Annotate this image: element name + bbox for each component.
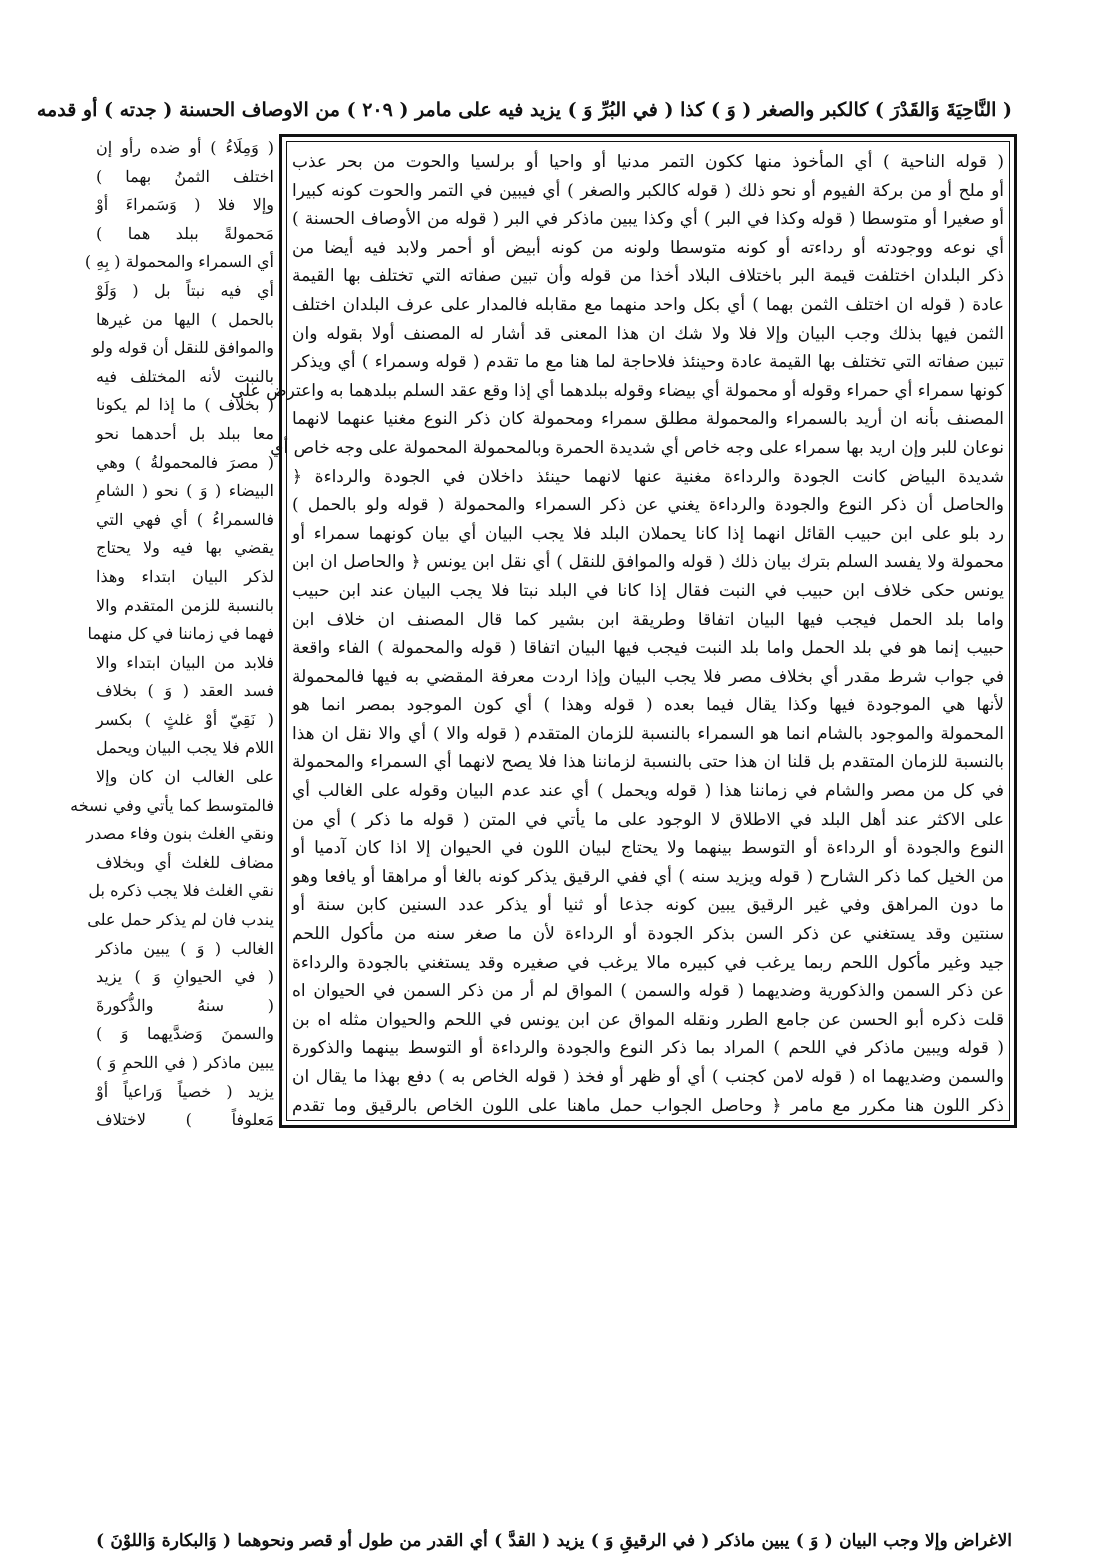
- commentary-line: شديدة البياض كانت الجودة والرداءة مغنية عنها لانهما حينئذ داخلان في الجودة والرداءة ﴿: [292, 466, 1004, 487]
- matn-side-line: ( بخلاف ) ما إذا لم يكونا: [96, 395, 274, 415]
- matn-side-line: ( مصرَ فالمحمولةُ ) وهي: [96, 452, 274, 472]
- matn-side-line: ( وَمِلَاءُ ) أو ضده رأو إن: [96, 138, 274, 157]
- commentary-line: ( قوله ويبين ماذكر في اللحم ) المراد بما ذكر النوع والجودة والرداءة أو التوسط بينهما والذكورة: [292, 1038, 1004, 1059]
- commentary-line: أو ملح أو من بركة الفيوم أو نحو ذلك ( قوله كالكبر والصغر ) أي فيبين في التمر والحوت كونه كبيرا: [292, 180, 1004, 201]
- commentary-line: قلت ذكره أبو الحسن عن جامع الطرر ونقله المواق عن ابن يونس في اللحم والحيوان مثله اه بن: [292, 1009, 1004, 1030]
- commentary-line: والحاصل أن ذكر النوع والجودة والرداءة يغني عن ذكر السمراء والمحمولة ( قوله ولو بالحمل ): [292, 495, 1004, 516]
- commentary-line: ذكر اللون هنا مكرر مع مامر ﴿ وحاصل الجواب حمل ماهنا على اللون الخاص بالرقيق وما تقدم: [292, 1095, 1004, 1116]
- commentary-line: الثمن فيها بذلك وجب البيان وإلا فلا ولا شك ان هذا المعنى قد أشار له المصنف أولا بقوله وان: [292, 323, 1004, 344]
- commentary-line: سنتين وقد يستغني عن ذكر السن بذكر الجودة أو الرداءة لأن ما صغر سنه من مأكول اللحم: [292, 924, 1004, 945]
- commentary-line: تبين صفاته التي تختلف بها القيمة عادة وحينئذ فلاحاجة لما هنا مع ما تقدم ( قوله وسمراء ) أي ويذكر: [292, 352, 1004, 373]
- commentary-line: المصنف بأنه ان أريد بالسمراء والمحمولة مطلق سمراء ومحمولة كان ذكر النوع مغنيا عنهما لانهما: [292, 409, 1004, 430]
- matn-side-line: معا ببلد بل أحدهما نحو: [96, 423, 274, 443]
- matn-side-line: فالسمراءُ ) أي فهي التي: [96, 509, 274, 529]
- matn-side-line: والسمنَ وَضدَّيهما وَ ): [96, 1024, 274, 1044]
- matn-side-line: أي السمراء والمحمولة ( بِهِ ): [84, 252, 274, 272]
- matn-side-line: مَعلوفاً ) لاختلاف: [96, 1110, 274, 1130]
- matn-side-line: ( نَقِيّ أوْ غلثٍ ) بكسر: [96, 709, 274, 729]
- commentary-block: [230, 148, 1004, 1120]
- matn-side-line: والموافق للنقل أن قوله ولو: [92, 338, 274, 358]
- commentary-line: كونها سمراء أي حمراء وقوله أو محمولة أي بيضاء وقوله ببلدهما أي إذا وقع عقد السلم ببلدهما به واعترض على: [230, 380, 1004, 401]
- matn-side-line: فسد العقد ( وَ ) بخلاف: [96, 681, 274, 701]
- commentary-line: النوع والجودة أو الرداءة أو التوسط بينهما ولا يحتاج لبيان اللون في الحيوان إلا اذا كان آدميا أو: [292, 838, 1004, 859]
- commentary-line: يونس حكى خلاف ابن حبيب في النبت فقال إذا كانا في البلد نبتا فلا يجب البيان عند ابن حبيب: [292, 580, 1004, 601]
- matn-side-line: ونقي الغلث بنون وفاء مصدر: [86, 824, 274, 844]
- commentary-line: على الاكثر عند أهل البلد في الاطلاق لا الوجود على ما يأتي في المتن ( قوله ما ذكر ) أي من: [292, 809, 1004, 830]
- commentary-line: نوعان للبر وإن اريد بها سمراء على وجه خاص أي شديدة الحمرة وبالمحمولة المحمولة على وجه خاص أي: [270, 437, 1004, 458]
- matn-side-line: بالنسبة للزمن المتقدم والا: [96, 595, 274, 615]
- commentary-line: واما بلد الحمل فيجب فيها البيان اتفاقا وطريقة ابن بشير كما قال المصنف ان خلاف ابن: [292, 609, 1004, 630]
- matn-side-line: فهما في زماننا في كل منهما: [87, 624, 274, 644]
- matn-side-line: بالنبت لأنه المختلف فيه: [96, 366, 274, 386]
- commentary-line: والسمن وضديهما اه ( قوله لامن كجنب ) أي أو ظهر أو فخذ ( قوله الخاص به ) دفع بهذا ما يقال ان: [292, 1067, 1004, 1087]
- matn-side-line: اختلف الثمنُ بهما ): [96, 166, 274, 186]
- matn-footer-line: الاغراض وإلا وجب البيان ( وَ ) يبين ماذكر ( في الرقيقِ وَ ) يزيد ( القدَّ ) أي القدر من طول أو قصر ونحوهما ( وَالبكارة وَاللوْنَ ): [96, 1531, 1012, 1551]
- commentary-line: لأنها هي الموجودة فيها وكذا يقال فيما بعده ( قوله وهذا ) أي كون الموجود بمصر انما هو: [292, 695, 1004, 716]
- commentary-line: رد بلو على ابن حبيب القائل انهما إذا كانا يحملان البلد فلا يجب البيان أي بيان كونهما سمراء أو: [292, 523, 1004, 544]
- commentary-line: ( قوله الناحية ) أي المأخوذ منها ككون التمر مدنيا أو واحيا أو برلسيا والحوت من بحر عذب: [292, 152, 1004, 172]
- matn-side-line: مضاف للغلث أي وبخلاف: [96, 852, 274, 872]
- matn-side-line: لذكر البيان ابتداء وهذا: [96, 566, 274, 586]
- matn-side-line: مَحمولةً ببلد هما ): [96, 223, 274, 243]
- matn-side-line: الغالب ( وَ ) يبين ماذكر: [96, 938, 274, 958]
- commentary-line: المحمولة والموجود بالشام انما هو السمراء بالنسبة للزمان المتقدم ( قوله والا ) أي والا نقل ان هذا: [292, 723, 1004, 744]
- matn-side-line: على الغالب ان كان وإلا: [96, 767, 274, 787]
- commentary-line: حبيب إنما هو في بلد الحمل واما بلد النبت فيجب فيها البيان اتفاقا ( قوله والمحمولة ) الفاء واقعة: [292, 638, 1004, 659]
- commentary-line: جيد وغير مأكول اللحم ربما يرغب في كبيره مالا يرغب في صغيره وقد يستغني بالجودة والرداءة: [292, 952, 1004, 973]
- matn-side-line: فلابد من البيان ابتداء والا: [96, 652, 274, 672]
- commentary-line: أي نوعه ووجودته أو رداءته أو كونه متوسطا ولونه من كونه أبيض أو أحمر ولابد فيه أيضا من: [292, 237, 1004, 258]
- commentary-line: عادة ( قوله ان اختلف الثمن بهما ) أي بكل واحد منهما مع مقابله فالمدار على عرف البلدان اختلف: [292, 294, 1004, 315]
- matn-header-line: ( النَّاحِيَةَ وَالقَدْرَ ) كالكبر والصغر ( وَ ) كذا ( في البُرِّ وَ ) يزيد فيه على مامر ( ٢٠٩ ) من الاوصاف الحسنة ( جدته ) أو قدمه: [36, 99, 1012, 121]
- matn-side-line: اللام فلا يجب البيان ويحمل: [96, 738, 274, 758]
- commentary-line: ما دون المراهق وفي غير الرقيق يبين كونه جذعا أو ثنيا أو يذكر عدد السنين كابن سنة أو: [292, 895, 1004, 916]
- matn-side-line: بالحمل ) اليها من غيرها: [96, 309, 274, 329]
- matn-side-line: يندب فان لم يذكر حمل على: [87, 910, 274, 930]
- commentary-line: من الخيل كما ذكر الشارح ( قوله ويزيد سنه ) أي ففي الرقيق يذكر كونه بالغا أو مراهقا أو يافعا وهو: [292, 866, 1004, 887]
- matn-side-line: أي فيه نبتاً بل ( وَلَوْ: [96, 280, 274, 300]
- matn-side-line: فالمتوسط كما يأتي وفي نسخه: [70, 795, 274, 815]
- matn-side-line: يقضي بها فيه ولا يحتاج: [96, 538, 274, 558]
- matn-side-line: ( في الحيوانِ وَ ) يزيد: [96, 967, 274, 987]
- matn-side-line: نقي الغلث فلا يجب ذكره بل: [88, 881, 274, 901]
- matn-side-line: يزيد ( خصياً وَراعياً أوْ: [96, 1081, 274, 1101]
- matn-side-line: يبين ماذكر ( في اللحمِ وَ ): [96, 1053, 274, 1072]
- commentary-line: عن ذكر السمن والذكورية وضديهما ( قوله والسمن ) المواق لم أر من ذكر السمن في الحيوان اه: [292, 981, 1004, 1002]
- matn-side-line: البيضاء ( وَ ) نحو ( الشامِ: [96, 481, 274, 501]
- matn-side-line: وإلا فلا ( وَسَمراءَ أوْ: [96, 195, 274, 215]
- commentary-line: في جواب شرط مقدر أي بخلاف مصر فلا يجب البيان وإذا اردت معرفة المقضي به فيها فالمحمولة: [292, 666, 1004, 687]
- matn-side-column: [70, 134, 274, 1135]
- commentary-line: في كل من مصر والشام في زماننا هذا ( قوله ويحمل ) أي عند عدم البيان وقوله على الغالب أي: [292, 781, 1004, 802]
- matn-side-line: ( سنهُ والذُّكورةَ: [96, 995, 274, 1015]
- commentary-line: محمولة ولا يفسد السلم بترك بيان ذلك ( قوله والموافق للنقل ) أي نقل ابن يونس ﴿ والحاصل ان ابن: [292, 552, 1004, 573]
- commentary-line: ذكر البلدان اختلفت قيمة البر باختلاف البلاد أخذا من قوله وأن تبين صفاته التي تختلف بها القيمة: [292, 266, 1004, 287]
- commentary-line: بالنسبة للزمان المتقدم بل قلنا ان هذا حتى بالنسبة لزماننا هذا فلا يصح لانهما أي السمراء والمحمولة: [292, 752, 1004, 773]
- commentary-line: أو صغيرا أو متوسطا ( قوله وكذا في البر ) أي وكذا يبين ماذكر في البر ( قوله من الأوصاف الحسنة ): [292, 209, 1004, 230]
